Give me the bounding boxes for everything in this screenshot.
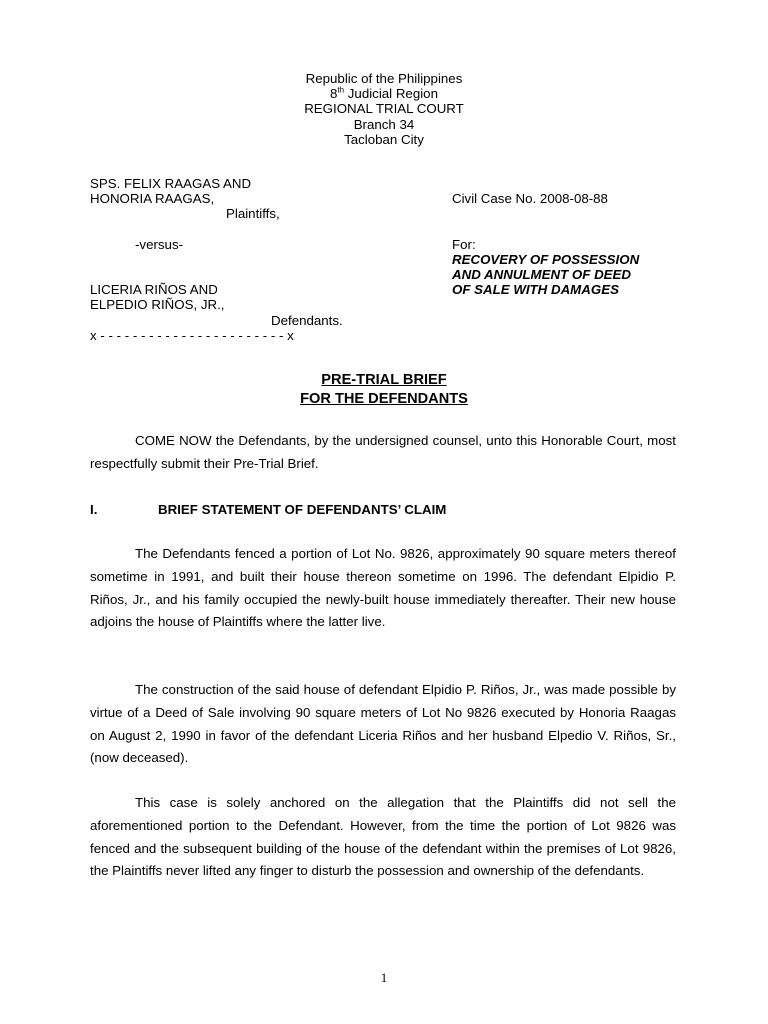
court-header	[0, 71, 768, 147]
court-region-number: 8	[330, 86, 338, 102]
court-republic: Republic of the Philippines	[305, 71, 463, 86]
versus-label: -versus-	[135, 237, 184, 252]
plaintiffs-line2: HONORIA RAAGAS,	[90, 191, 215, 206]
body-paragraph-1: The Defendants fenced a portion of Lot No. 9826, approximately 90 square meters thereof sometime in 1991, and built their house thereon sometime on 1996. The defendant Elpidio P. Riños, Jr., and his family occupied the newly-built house immediately thereafter. Their new house adjoins the house of Plaintiffs where the latter live.	[90, 546, 676, 630]
case-nature-line2: AND ANNULMENT OF DEED	[452, 267, 632, 282]
section-number: I.	[90, 502, 98, 517]
for-label: For:	[452, 237, 476, 252]
body-paragraph-2: The construction of the said house of defendant Elpidio P. Riños, Jr., was made possible by virtue of a Deed of Sale involving 90 square meters of Lot No 9826 executed by Honoria Raagas on August 2, 1990 in favor of the defendant Liceria Riños and her husband Elpedio V. Riños, Sr., (now deceased).	[90, 682, 676, 766]
case-nature-line1: RECOVERY OF POSSESSION	[452, 252, 640, 267]
caption-separator: x - - - - - - - - - - - - - - - - - - - - - - - x	[90, 328, 294, 343]
intro-paragraph: COME NOW the Defendants, by the undersigned counsel, unto this Honorable Court, most respectfully submit their Pre-Trial Brief.	[90, 433, 676, 471]
defendants-line2: ELPEDIO RIÑOS, JR.,	[90, 297, 225, 312]
plaintiffs-line1: SPS. FELIX RAAGAS AND	[90, 176, 252, 191]
defendants-role: Defendants.	[271, 313, 343, 328]
case-number: Civil Case No. 2008-08-88	[452, 191, 608, 206]
court-region-suffix: th	[337, 85, 345, 95]
court-branch: Branch 34	[353, 116, 415, 132]
case-nature-line3: OF SALE WITH DAMAGES	[452, 282, 619, 297]
plaintiffs-role: Plaintiffs,	[226, 206, 280, 221]
court-name: REGIONAL TRIAL COURT	[304, 101, 464, 117]
court-region	[0, 86, 768, 101]
section-heading: BRIEF STATEMENT OF DEFENDANTS’ CLAIM	[158, 502, 447, 517]
defendants-line1: LICERIA RIÑOS AND	[90, 282, 218, 297]
document-title-line1: PRE-TRIAL BRIEF	[321, 372, 447, 388]
body-paragraph-3: This case is solely anchored on the allegation that the Plaintiffs did not sell the aforementioned portion to the Defendant. However, from the time the portion of Lot 9826 was fenced and the subsequent building of the house of the defendant within the premises of Lot 9826, the Plaintiffs never lifted any finger to disturb the possession and ownership of the defendants.	[90, 795, 676, 879]
document-title-line2: FOR THE DEFENDANTS	[300, 391, 468, 407]
court-region-label: Judicial Region	[344, 86, 438, 102]
court-city: Tacloban City	[344, 131, 424, 147]
page-number: 1	[380, 970, 388, 985]
